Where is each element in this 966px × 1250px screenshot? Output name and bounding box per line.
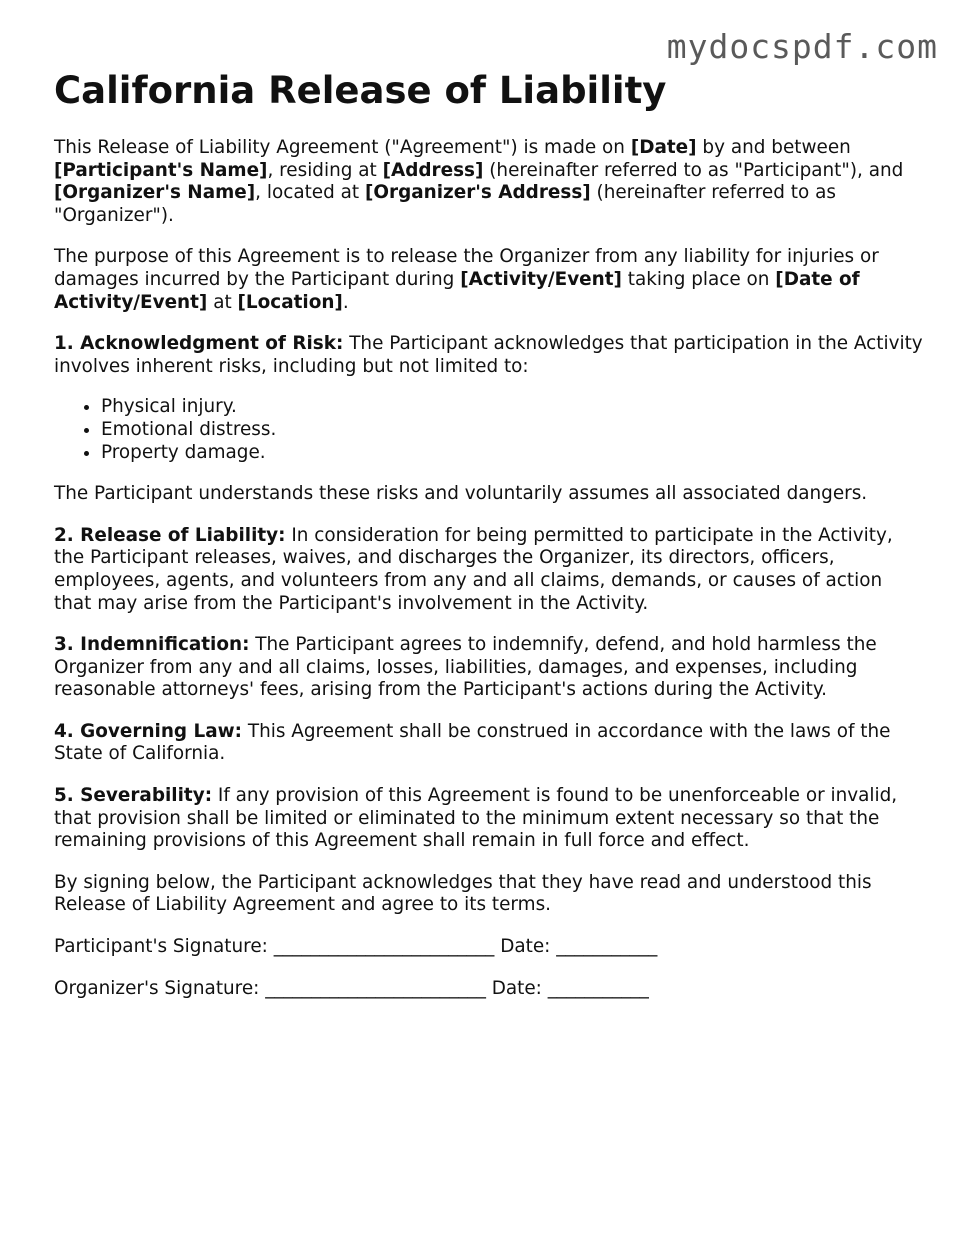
organizer-address-placeholder: [Organizer's Address] xyxy=(364,182,591,204)
organizer-signature-line[interactable]: Organizer's Signature: ________________________ Date: ___________ xyxy=(54,977,649,999)
address-placeholder: [Address] xyxy=(382,159,484,181)
watermark: mydocspdf.com xyxy=(666,27,938,66)
closing-paragraph: By signing below, the Participant acknowledges that they have read and understood this Release of Liability Agreement and agree to its terms. xyxy=(54,871,872,916)
page-title: California Release of Liability xyxy=(54,69,667,112)
purpose-text: taking place on xyxy=(621,268,776,290)
section-text: If any provision of this Agreement is found to be unenforceable or invalid, that provision shall be limited or eliminated to the minimum extent necessary so that the remaining provisions of this Agreement shall remain in full force and effect. xyxy=(54,785,898,852)
intro-text: (hereinafter referred to as "Organizer"). xyxy=(54,182,836,226)
risk-followup: The Participant understands these risks and voluntarily assumes all associated dangers. xyxy=(54,483,868,505)
participant-signature-line[interactable]: Participant's Signature: ________________________ Date: ___________ xyxy=(54,936,658,958)
section-heading: 1. Acknowledgment of Risk: xyxy=(54,333,344,355)
purpose-paragraph xyxy=(54,246,924,314)
intro-text: (hereinafter referred to as "Participant"), and xyxy=(483,159,904,181)
section-release xyxy=(54,525,924,615)
list-item: • Physical injury. xyxy=(101,396,924,419)
section-severability xyxy=(54,785,924,853)
purpose-text: at xyxy=(207,291,238,313)
purpose-text: . xyxy=(342,291,349,313)
intro-text: by and between xyxy=(696,137,851,158)
activity-date-placeholder: [Date of Activity/Event] xyxy=(54,268,860,313)
section-text: This Agreement shall be construed in accordance with the laws of the State of California. xyxy=(54,720,891,765)
list-item: • Property damage. xyxy=(101,442,924,465)
section-heading: 5. Severability: xyxy=(54,785,213,807)
list-item: • Emotional distress. xyxy=(101,419,924,442)
date-placeholder: [Date] xyxy=(630,137,697,158)
section-risk xyxy=(54,333,924,378)
intro-text: This Release of Liability Agreement ("Agreement") is made on xyxy=(54,137,631,158)
section-heading: 4. Governing Law: xyxy=(54,720,242,742)
intro-paragraph xyxy=(54,137,924,227)
risk-list xyxy=(54,396,924,464)
activity-placeholder: [Activity/Event] xyxy=(460,268,622,290)
section-heading: 2. Release of Liability: xyxy=(54,524,286,546)
intro-text: , residing at xyxy=(267,159,383,181)
section-indemnification xyxy=(54,634,924,702)
section-text: The Participant acknowledges that participation in the Activity involves inherent risks, including but not limited to: xyxy=(54,333,923,377)
purpose-text: The purpose of this Agreement is to release the Organizer from any liability for injuries or damages incurred by the Participant during xyxy=(54,246,879,290)
organizer-name-placeholder: [Organizer's Name] xyxy=(54,182,256,204)
section-text: The Participant agrees to indemnify, defend, and hold harmless the Organizer from any and all claims, losses, liabilities, damages, and expenses, including reasonable attorneys' fees, arising from the Participant's actions during the Activity. xyxy=(54,634,877,701)
section-heading: 3. Indemnification: xyxy=(54,634,250,656)
section-text: In consideration for being permitted to participate in the Activity, the Participant releases, waives, and discharges the Organizer, its directors, officers, employees, agents, and volunteers from any and all claims, demands, or causes of action that may arise from the Participant's involvement in the Activity. xyxy=(54,524,893,614)
intro-text: , located at xyxy=(255,182,365,204)
section-governing-law xyxy=(54,721,924,766)
participant-name-placeholder: [Participant's Name] xyxy=(54,159,268,181)
location-placeholder: [Location] xyxy=(237,291,343,313)
document-body xyxy=(54,64,924,1000)
